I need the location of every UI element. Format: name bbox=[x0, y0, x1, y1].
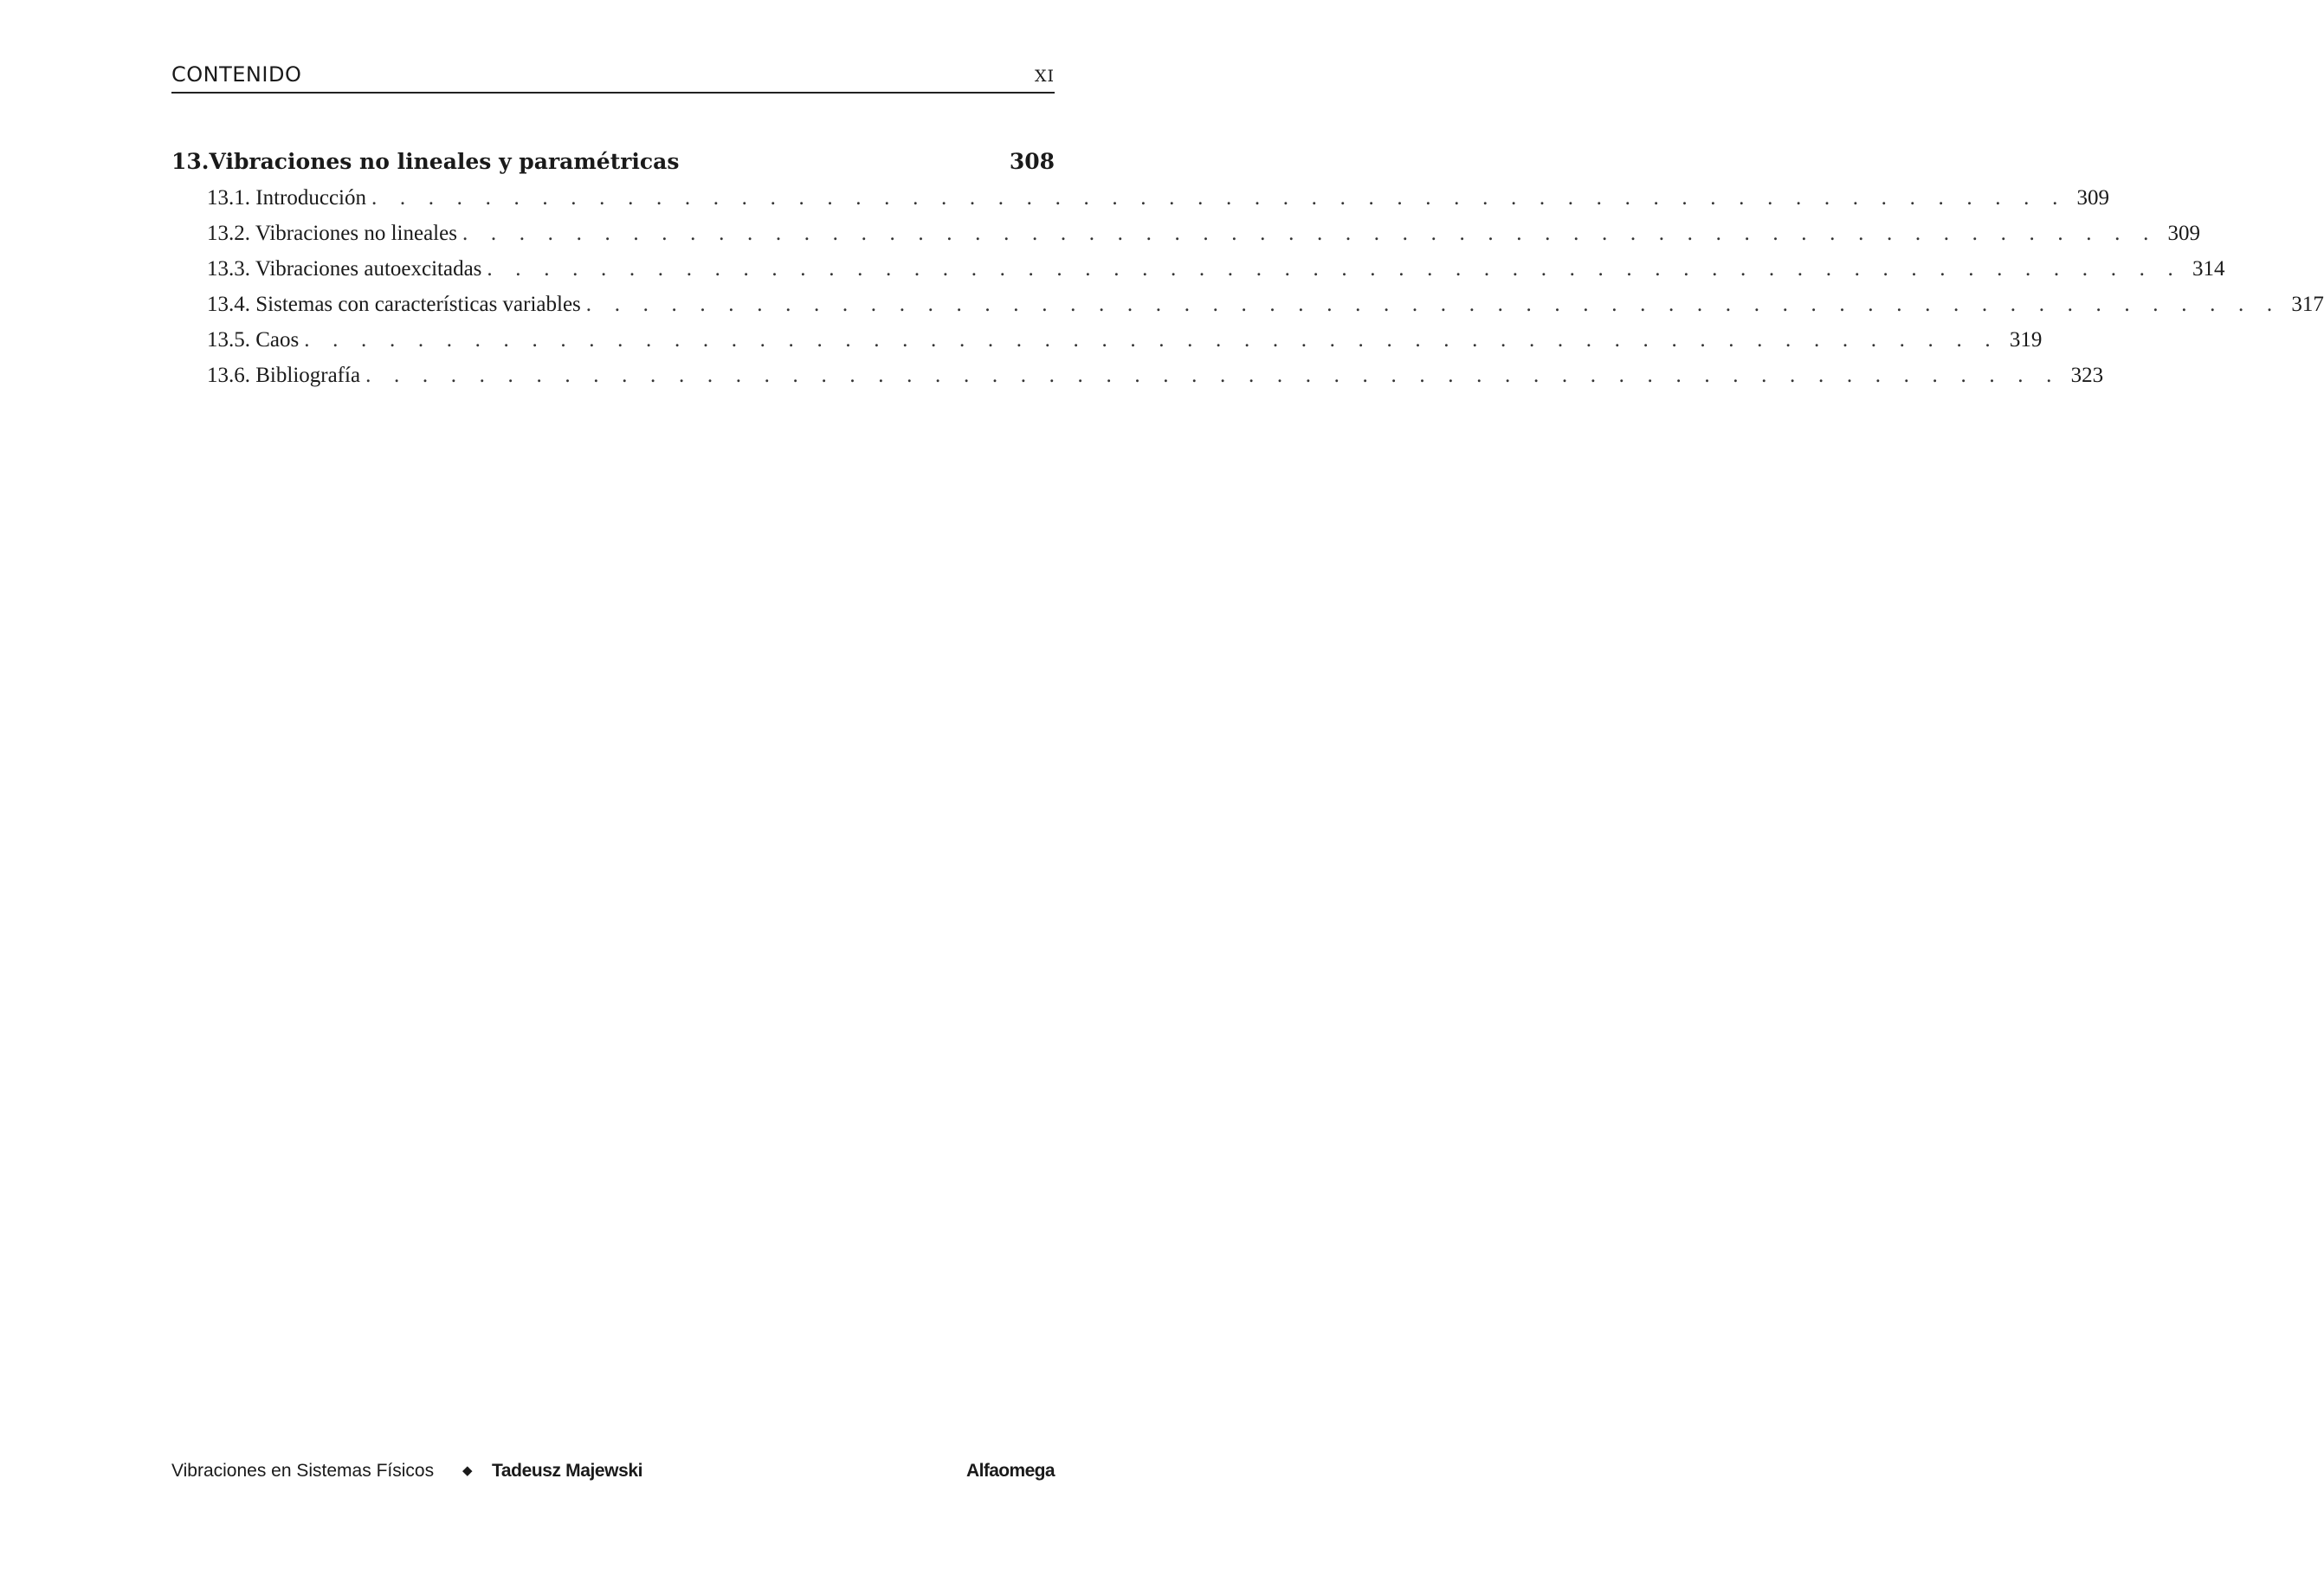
header-page-number: XI bbox=[1034, 67, 1055, 86]
entry-page-number: 323 bbox=[2070, 364, 2104, 387]
chapter-number: 13. bbox=[171, 149, 210, 174]
entry-title bbox=[207, 180, 371, 216]
entry-page-number: 317 bbox=[2291, 293, 2324, 316]
entry-title-text: Caos bbox=[255, 328, 300, 352]
entry-title bbox=[207, 358, 365, 393]
toc-entry-13-6[interactable] bbox=[171, 358, 2104, 393]
running-footer bbox=[171, 1456, 1055, 1486]
dot-leader: . . . . . . . . . . . . . . . . . . . . . . . . . . . . . . . . . . . . . . . . . . . . . . . . . . . . . . . . . . . . bbox=[462, 222, 2158, 245]
entry-title bbox=[207, 322, 304, 358]
dot-leader: . . . . . . . . . . . . . . . . . . . . . . . . . . . . . . . . . . . . . . . . . . . . . . . . . . . . . . . . . . . . bbox=[371, 186, 2067, 210]
entry-title bbox=[207, 251, 487, 287]
footer-publisher-logo: Alfaomega bbox=[966, 1461, 1055, 1481]
toc-entry-13-3[interactable] bbox=[171, 251, 2225, 287]
entry-number: 13.1. bbox=[207, 186, 250, 210]
entry-number: 13.3. bbox=[207, 257, 250, 281]
chapter-title-text: Vibraciones no lineales y paramétricas bbox=[209, 149, 680, 174]
entry-page-number: 319 bbox=[2009, 328, 2043, 352]
entry-number: 13.5. bbox=[207, 328, 250, 352]
entry-number: 13.2. bbox=[207, 222, 250, 245]
header-section-name: CONTENIDO bbox=[171, 62, 302, 87]
table-of-contents bbox=[171, 144, 2324, 393]
entry-page-number: 309 bbox=[2076, 186, 2110, 210]
chapter-page-number: 308 bbox=[1009, 149, 1055, 174]
running-header bbox=[171, 61, 1055, 94]
entry-title-text: Bibliografía bbox=[255, 364, 361, 387]
entry-title-text: Sistemas con características variables bbox=[255, 293, 581, 316]
diamond-separator-icon: ◆ bbox=[462, 1463, 473, 1478]
entry-number: 13.4. bbox=[207, 293, 250, 316]
entry-title bbox=[207, 216, 462, 251]
toc-entry-13-4[interactable] bbox=[171, 287, 2324, 322]
entry-title-text: Introducción bbox=[255, 186, 366, 210]
toc-chapter-13[interactable] bbox=[171, 144, 1055, 180]
toc-entry-13-1[interactable] bbox=[171, 180, 2110, 216]
chapter-title bbox=[171, 144, 679, 180]
dot-leader: . . . . . . . . . . . . . . . . . . . . . . . . . . . . . . . . . . . . . . . . . . . . . . . . . . . . . . . . . . . . bbox=[487, 257, 2182, 281]
entry-number: 13.6. bbox=[207, 364, 250, 387]
document-page bbox=[171, 0, 2324, 1569]
dot-leader: . . . . . . . . . . . . . . . . . . . . . . . . . . . . . . . . . . . . . . . . . . . . . . . . . . . . . . . . . . . . bbox=[304, 328, 1999, 352]
toc-entry-13-5[interactable] bbox=[171, 322, 2043, 358]
toc-entry-13-2[interactable] bbox=[171, 216, 2201, 251]
entry-title-text: Vibraciones autoexcitadas bbox=[255, 257, 482, 281]
entry-page-number: 309 bbox=[2167, 222, 2201, 245]
entry-title bbox=[207, 287, 586, 322]
footer-book-title: Vibraciones en Sistemas Físicos bbox=[171, 1461, 435, 1481]
dot-leader: . . . . . . . . . . . . . . . . . . . . . . . . . . . . . . . . . . . . . . . . . . . . . . . . . . . . . . . . . . . . bbox=[365, 364, 2061, 387]
entry-title-text: Vibraciones no lineales bbox=[255, 222, 457, 245]
footer-author: Tadeusz Majewski bbox=[492, 1461, 643, 1481]
entry-page-number: 314 bbox=[2192, 257, 2225, 281]
dot-leader: . . . . . . . . . . . . . . . . . . . . . . . . . . . . . . . . . . . . . . . . . . . . . . . . . . . . . . . . . . . . bbox=[585, 293, 2282, 316]
